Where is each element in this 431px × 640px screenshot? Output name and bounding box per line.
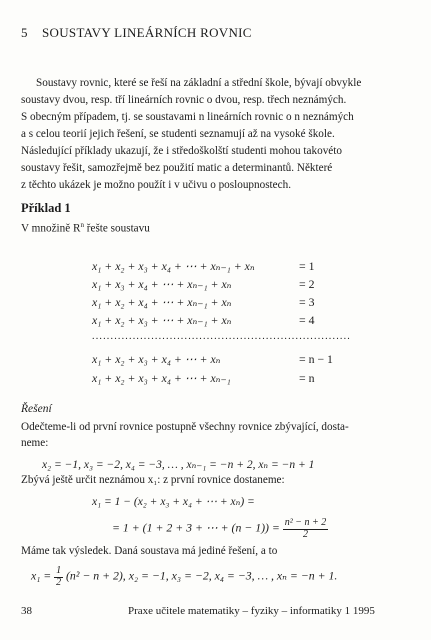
solution-text: Máme tak výsledek. Daná soustava má jediné řešení, a to [21, 545, 278, 557]
system-row-rhs: = 3 [299, 295, 315, 309]
system-row-rhs: = 4 [299, 313, 315, 327]
solution-text: Zbývá ještě určit neznámou x₁: z první rovnice dostaneme: [21, 474, 285, 486]
section-number: 5 [21, 25, 28, 40]
system-row-rhs: = 2 [299, 277, 315, 291]
result-lhs: x₁ = [31, 568, 52, 583]
solution-equation: = 1 + (1 + 2 + 3 + ⋯ + (n − 1)) = [112, 520, 280, 535]
fraction-denominator: 2 [303, 528, 309, 540]
solution-equation: x₁ = 1 − (x₂ + x₃ + x₄ + ⋯ + xₙ) = [92, 496, 255, 508]
intro-line: Následující příklady ukazují, že i středoškolští studenti mohou takovéto [21, 145, 342, 157]
final-result [31, 566, 337, 588]
solution-heading: Řešení [21, 403, 52, 415]
system-row-rhs: = n − 1 [299, 352, 333, 366]
example-heading: Příklad 1 [21, 201, 71, 215]
intro-line: a s celou teorií jejich řešení, se studenti seznamují až na vysoké škole. [21, 128, 335, 140]
intro-line: soustavy řešit, samozřejmě bez použití matic a determinantů. Některé [21, 162, 333, 174]
solution-text: Odečteme-li od první rovnice postupně všechny rovnice zbývající, dosta- [21, 421, 349, 433]
intro-line: z těchto ukázek je možno použít i v učivu o posloupnostech. [21, 179, 291, 191]
fraction [283, 518, 329, 540]
system-row-lhs: x₁ + x₂ + x₃ + ⋯ + xₙ₋₁ + xₙ [92, 313, 232, 327]
section-title: SOUSTAVY LINEÁRNÍCH ROVNIC [42, 25, 252, 40]
solution-equation-fraction-row [112, 518, 328, 540]
intro-line: Soustavy rovnic, které se řeší na základní a střední škole, bývají obvykle [36, 77, 362, 89]
intro-line: S obecným případem, tj. se soustavami n lineárních rovnic o n neznámých [21, 111, 354, 123]
system-row-lhs: x₁ + x₂ + x₄ + ⋯ + xₙ₋₁ + xₙ [92, 295, 232, 309]
example-prompt: V množině $R^n$ řešte soustavu [21, 221, 150, 235]
system-ellipsis: ...................................................................... [92, 331, 351, 342]
fraction-denominator: 2 [56, 576, 62, 588]
fraction-numerator: 1 [56, 565, 62, 576]
fraction [54, 566, 63, 588]
system-row-rhs: = n [299, 371, 315, 385]
solution-equation: x₂ = −1, x₃ = −2, x₄ = −3, … , xₙ₋₁ = −n + 2, xₙ = −n + 1 [42, 459, 315, 471]
fraction-numerator: n² − n + 2 [284, 517, 327, 528]
page-number: 38 [21, 605, 32, 617]
system-row-lhs: x₁ + x₂ + x₃ + x₄ + ⋯ + xₙ₋₁ [92, 371, 231, 385]
result-rhs: (n² − n + 2), x₂ = −1, x₃ = −2, x₄ = −3, … , xₙ = −n + 1. [66, 568, 338, 583]
system-row-lhs: x₁ + x₂ + x₃ + x₄ + ⋯ + xₙ [92, 352, 221, 366]
system-row-rhs: = 1 [299, 259, 315, 273]
journal-footer: Praxe učitele matematiky – fyziky – informatiky 1 1995 [128, 605, 375, 617]
system-row-lhs: x₁ + x₂ + x₃ + x₄ + ⋯ + xₙ₋₁ + xₙ [92, 259, 255, 273]
section-heading [21, 25, 252, 41]
solution-text: neme: [21, 437, 49, 449]
intro-line: soustavy dvou, resp. tří lineárních rovnic o dvou, resp. třech neznámých. [21, 94, 347, 106]
system-row-lhs: x₁ + x₃ + x₄ + ⋯ + xₙ₋₁ + xₙ [92, 277, 232, 291]
